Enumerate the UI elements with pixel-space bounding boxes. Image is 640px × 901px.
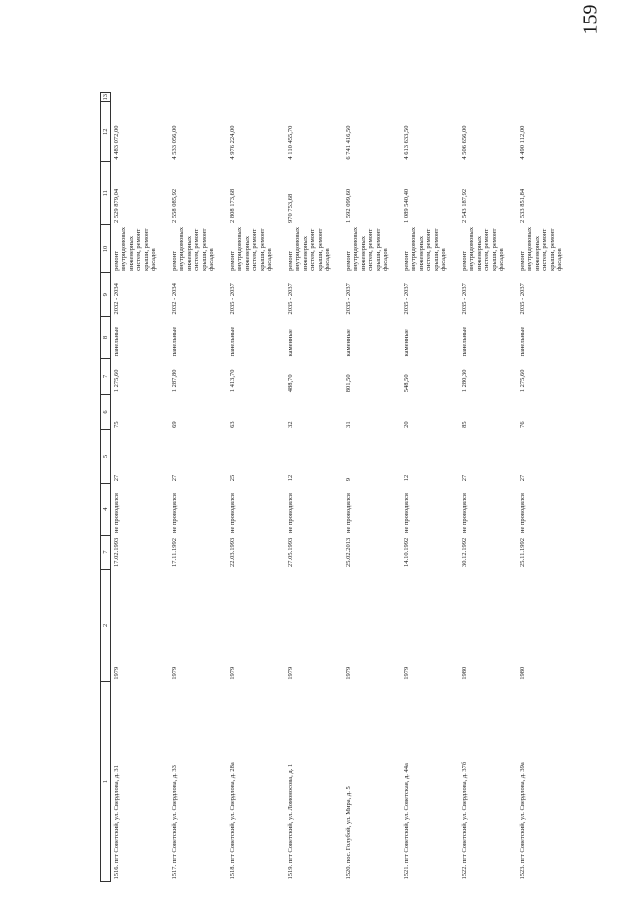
cell-area: 1 280,30 (461, 369, 468, 393)
cell-work: ремонт внутридомовых инженерных систем, ремонт крыши, ремонт фасадов (229, 226, 274, 271)
cell-status: не проводился (403, 493, 410, 534)
table-body (111, 93, 576, 882)
page-number: 159 (579, 4, 602, 35)
cell-c7: 69 (171, 421, 178, 428)
cell-year: 1979 (229, 666, 236, 680)
cell-area: 801,50 (345, 374, 352, 393)
column-header-6: 6 (101, 394, 111, 430)
table-row (459, 93, 517, 882)
cell-date: 17.11.1992 (171, 538, 178, 568)
cell-area: 1 275,60 (113, 369, 120, 393)
column-header-8: 8 (101, 317, 111, 359)
cell-status: не проводился (345, 493, 352, 534)
cell-work: ремонт внутридомовых инженерных систем, ремонт крыши, ремонт фасадов (113, 226, 158, 271)
cell-year: 1979 (113, 666, 120, 680)
row-address: пгт Советский, ул. Свердлова, д. 37б (461, 761, 468, 864)
cell-cost: 1 089 540,40 (403, 188, 410, 223)
cell-number-address (111, 682, 170, 882)
cell-cost: 970 753,68 (287, 193, 294, 223)
row-number: 1520. (345, 863, 352, 880)
cell-date: 22.03.1993 (229, 537, 236, 568)
cell-total: 4 976 224,00 (229, 125, 236, 160)
cell-total: 4 110 455,70 (287, 125, 294, 160)
cell-status: не проводился (229, 493, 236, 534)
column-header-3: 7 (101, 535, 111, 569)
cell-year: 1980 (461, 666, 468, 680)
cell-total: 4 613 633,50 (403, 125, 410, 160)
cell-area: 488,70 (287, 374, 294, 393)
cell-cost: 2 558 085,92 (171, 188, 178, 223)
cell-area: 1 287,80 (171, 369, 178, 393)
cell-date: 25.02.2013 (345, 537, 352, 568)
cell-work: ремонт внутридомовых инженерных систем, ремонт крыши, ремонт фасадов (461, 226, 506, 271)
cell-area: 548,50 (403, 374, 410, 393)
column-header-2: 2 (101, 569, 111, 682)
column-header-9: 9 (101, 273, 111, 317)
column-header-10: 10 (101, 225, 111, 273)
row-number: 1522. (461, 863, 468, 880)
cell-date: 14.10.1992 (403, 537, 410, 568)
row-number: 1521. (403, 863, 410, 880)
row-number: 1517. (171, 863, 178, 880)
table-row (227, 93, 285, 882)
cell-number-address (227, 682, 285, 882)
cell-c6: 27 (461, 474, 468, 482)
cell-period: 2035 - 2037 (345, 283, 352, 315)
row-address: пгт Советский, ул. Советская, д. 44а (403, 763, 410, 864)
row-address: пгт Советский, ул. Свердлова, д. 31 (113, 765, 120, 864)
table-row (401, 93, 459, 882)
cell-date: 30.12.1992 (461, 537, 468, 568)
cell-year: 1979 (287, 666, 294, 680)
cell-c7: 31 (345, 421, 352, 428)
row-address: пгт Советский, ул. Свердлова, д. 39а (519, 762, 526, 864)
table-row (343, 93, 401, 882)
cell-cost: 1 592 099,60 (345, 188, 352, 223)
cell-material: панельные (229, 326, 236, 357)
cell-work: ремонт внутридомовых инженерных систем, ремонт крыши, ремонт фасадов (287, 226, 332, 271)
cell-material: панельные (171, 326, 178, 357)
column-header-4: 4 (101, 483, 111, 535)
cell-work: ремонт внутридомовых инженерных систем, ремонт крыши, ремонт фасадов (519, 226, 564, 271)
column-header-13: 13 (102, 94, 109, 101)
cell-total: 4 533 056,00 (171, 125, 178, 160)
cell-total: 4 483 072,00 (113, 125, 120, 160)
row-number: 1519. (287, 863, 294, 880)
cell-period: 2035 - 2037 (519, 283, 526, 315)
cell-c7: 76 (519, 421, 526, 428)
table-wrapper (100, 92, 640, 882)
cell-material: панельные (461, 326, 468, 357)
cell-material: панельные (519, 326, 526, 357)
cell-c6: 25 (229, 474, 236, 482)
cell-status: не проводился (113, 493, 120, 534)
table-header (101, 93, 111, 882)
cell-period: 2032 - 2034 (171, 283, 178, 315)
cell-c6: 27 (519, 474, 526, 482)
cell-year: 1979 (171, 666, 178, 680)
cell-total: 4 506 656,00 (461, 125, 468, 160)
cell-date: 27.05.1993 (287, 537, 294, 568)
cell-status: не проводился (519, 493, 526, 534)
cell-work: ремонт внутридомовых инженерных систем, ремонт крыши, ремонт фасадов (403, 226, 448, 271)
cell-total: 4 490 112,00 (519, 125, 526, 160)
table-row (111, 93, 170, 882)
column-header-5: 5 (101, 430, 111, 483)
cell-year: 1979 (403, 666, 410, 680)
cell-status: не проводился (461, 493, 468, 534)
cell-period: 2035 - 2037 (229, 283, 236, 315)
cell-year: 1979 (345, 666, 352, 680)
row-address: пгт Советский, ул. Ломоносова, д. 1 (287, 763, 294, 864)
cell-c6: 12 (403, 474, 410, 482)
cell-status: не проводился (287, 493, 294, 534)
cell-work: ремонт внутридомовых инженерных систем, ремонт крыши, ремонт фасадов (345, 226, 390, 271)
row-number: 1516. (113, 863, 120, 880)
cell-c6: 9 (345, 478, 352, 482)
cell-material: каменные (345, 329, 352, 357)
cell-number-address (285, 682, 343, 882)
cell-c6: 27 (113, 474, 120, 482)
cell-c7: 75 (113, 421, 120, 428)
cell-c7: 85 (461, 421, 468, 428)
cell-c7: 20 (403, 421, 410, 428)
table-row (169, 93, 227, 882)
cell-total: 6 741 416,50 (345, 125, 352, 160)
rotated-table-container (100, 92, 640, 882)
column-header-7: 7 (101, 358, 111, 394)
housing-repair-table (100, 92, 575, 882)
cell-c7: 32 (287, 421, 294, 428)
cell-area: 1 413,70 (229, 369, 236, 393)
cell-period: 2035 - 2037 (287, 283, 294, 315)
cell-cost: 2 533 851,84 (519, 188, 526, 223)
cell-date: 25.11.1992 (519, 538, 526, 568)
column-header-12: 12 (101, 102, 111, 162)
cell-number-address (517, 682, 575, 882)
table-row (285, 93, 343, 882)
cell-number-address (459, 682, 517, 882)
cell-period: 2035 - 2037 (403, 283, 410, 315)
cell-number-address (169, 682, 227, 882)
cell-status: не проводился (171, 493, 178, 534)
cell-number-address (401, 682, 459, 882)
cell-cost: 2 543 187,92 (461, 188, 468, 223)
cell-material: каменные (287, 329, 294, 357)
table-row (517, 93, 575, 882)
cell-c6: 27 (171, 474, 178, 482)
column-header-1: 1 (101, 682, 111, 882)
cell-cost: 2 529 879,04 (113, 188, 120, 223)
cell-cost: 2 808 173,68 (229, 188, 236, 223)
cell-material: панельные (113, 326, 120, 357)
cell-year: 1980 (519, 666, 526, 680)
row-address: пгт Советский, ул. Свердлова, д. 33 (171, 765, 178, 864)
header-row (101, 93, 111, 882)
cell-period: 2032 - 2034 (113, 283, 120, 315)
cell-material: каменные (403, 329, 410, 357)
cell-area: 1 275,60 (519, 369, 526, 393)
row-number: 1523. (519, 863, 526, 880)
cell-number-address (343, 682, 401, 882)
cell-work: ремонт внутридомовых инженерных систем, ремонт крыши, ремонт фасадов (171, 226, 216, 271)
cell-date: 17.02.1993 (113, 537, 120, 568)
cell-period: 2035 - 2037 (461, 283, 468, 315)
row-number: 1518. (229, 863, 236, 880)
row-address: пгт Советский, ул. Свердлова, д. 28а (229, 762, 236, 864)
row-address: пос. Голубой, ул. Мира, д. 5 (345, 786, 352, 864)
cell-c6: 12 (287, 474, 294, 482)
cell-c7: 63 (229, 421, 236, 428)
column-header-11: 11 (101, 162, 111, 225)
